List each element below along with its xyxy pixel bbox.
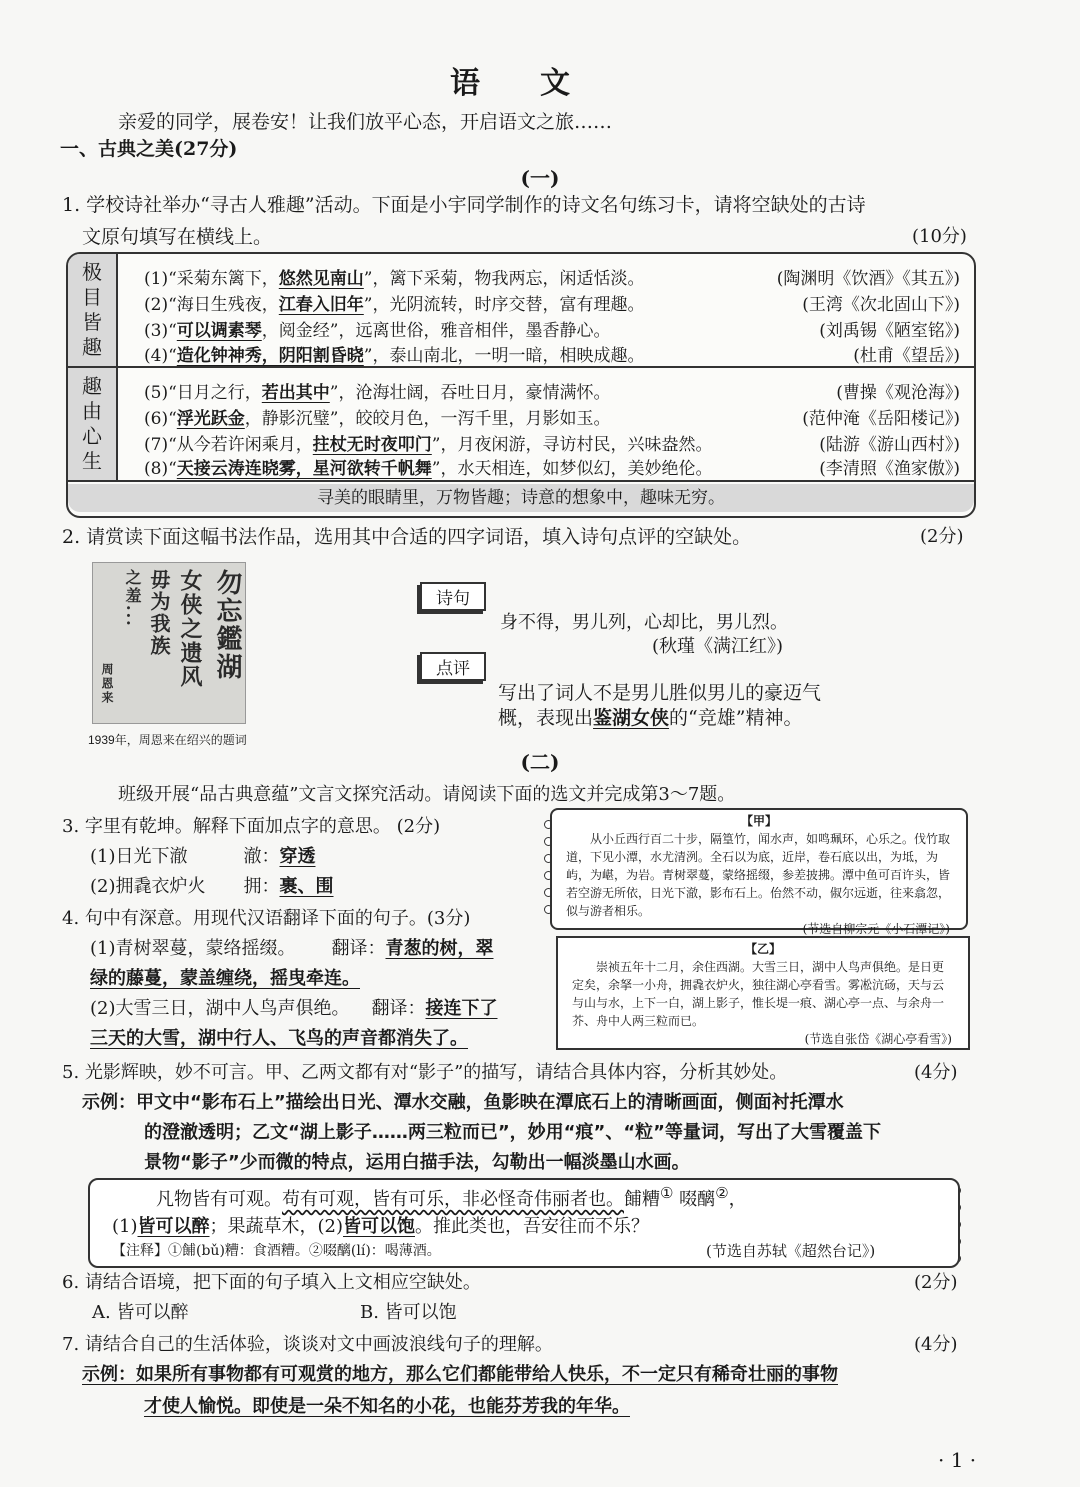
q4-item2-cont (90, 1024, 468, 1050)
q5-text: 5. 光影辉映，妙不可言。甲、乙两文都有对“影子”的描写，请结合具体内容，分析其妙处。 (62, 1062, 788, 1083)
part-two-heading: (二) (520, 750, 560, 774)
calligraphy-col-4: 之羞... (123, 569, 142, 628)
comment-line2: 概，表现出鉴湖女侠的“竞雄”精神。 (498, 707, 803, 729)
card-row-4-source: (杜甫《望岳》) (853, 346, 960, 366)
tag-poem: 诗句 (420, 582, 486, 611)
part-one-heading: (一) (520, 166, 560, 190)
q5-answer-line2: 的澄澈透明；乙文“湖上影子……两三粒而已”，妙用“痕”、“粒”等量词，写出了大雪覆盖下 (144, 1122, 881, 1143)
passage-yi-heading: 【乙】 (744, 942, 781, 956)
answer: 造化钟神秀，阴阳割昏晓 (176, 346, 364, 366)
q1-line2: 文原句填写在横线上。 (82, 226, 273, 248)
answer: 穿透 (279, 846, 316, 867)
intro-text: 亲爱的同学，展卷安！让我们放平心态，开启语文之旅…… (118, 111, 613, 133)
card-row-3-source: (刘禹锡《陋室铭》) (819, 321, 960, 341)
q4-item2: (2)大雪三日，湖中人鸟声俱绝。 翻译：接连下了 (90, 998, 498, 1019)
q6-points: (2分) (914, 1272, 958, 1293)
q2-text: 2. 请赏读下面这幅书法作品，选用其中合适的四字词语，填入诗句点评的空缺处。 (62, 526, 752, 548)
answer: 接连下了 (425, 998, 498, 1019)
card-row-6-source: (范仲淹《岳阳楼记》) (802, 409, 960, 429)
q1-line1: 1. 学校诗社举办“寻古人雅趣”活动。下面是小宇同学制作的诗文名句练习卡，请将空缺处的古诗 (62, 194, 866, 216)
card-row-6: (6)“浮光跃金，静影沉璧”，皎皎月色，一泻千里，月影如玉。 (144, 409, 611, 429)
answer: 拄杖无时夜叩门 (312, 435, 432, 455)
card-divider-horizontal (68, 366, 974, 368)
answer: 裹、围 (279, 876, 334, 897)
poem-text: 身不得，男儿列，心却比，男儿烈。 (500, 612, 788, 633)
q3-item1: (1)日光下澈 澈：穿透 (90, 846, 316, 867)
card-footer-line (68, 480, 974, 482)
practice-card (66, 252, 976, 518)
answer: 皆可以醉 (137, 1216, 210, 1237)
card-row-7-source: (陆游《游山西村》) (819, 435, 960, 455)
comment-line1: 写出了词人不是男儿胜似男儿的豪迈气 (498, 682, 822, 704)
passage-su (88, 1178, 960, 1268)
calligraphy-image (92, 562, 246, 724)
answer: 三天的大雪，湖中行人、飞鸟的声音都消失了。 (90, 1028, 468, 1049)
q7-points: (4分) (914, 1334, 958, 1355)
answer: 江春入旧年 (278, 295, 364, 315)
passage-jia-body: 从小丘西行百二十步，隔篁竹，闻水声，如鸣珮环，心乐之。伐竹取道，下见小潭，水尤清洌。全石以为底，近岸，卷石底以出，为坻，为屿，为嵁，为岩。青树翠蔓，蒙络摇缀，参差披拂。潭中鱼可百许头，皆若空游无所依，日光下澈，影布石上。佁然不动，俶尔远逝，往来翕忽，似与游者相乐。 (566, 832, 951, 918)
page-number: · 1 · (938, 1448, 977, 1472)
calligraphy-col-3: 毋为我族 (147, 569, 171, 657)
passage-jia-source: (节选自柳宗元《小石潭记》) (802, 922, 950, 936)
q7-answer-line1: 示例：如果所有事物都有可观赏的地方，那么它们都能带给人快乐，不一定只有稀奇壮丽的事物 (82, 1364, 838, 1385)
group-label-1: 极目皆趣 (68, 254, 116, 366)
q6-text: 6. 请结合语境，把下面的句子填入上文相应空缺处。 (62, 1272, 481, 1293)
q2-points: (2分) (920, 526, 964, 547)
passage-su-line2: (1)皆可以醉；果蔬草木，(2)皆可以饱。推此类也，吾安往而不乐？ (112, 1216, 649, 1237)
calligraphy-col-1: 勿忘鑑湖 (212, 569, 242, 681)
calligraphy-signature: 周恩来 (100, 663, 114, 705)
q1-points: (10分) (912, 226, 967, 247)
card-row-7: (7)“从今若许闲乘月，拄杖无时夜叩门”，月夜闲游，寻访村民，兴味盎然。 (144, 435, 713, 455)
answer: 浮光跃金 (176, 409, 245, 429)
passage-jia-heading: 【甲】 (740, 814, 777, 828)
q4-item1-cont (90, 964, 360, 990)
q6-option-a: A. 皆可以醉 (92, 1302, 189, 1323)
q5-answer-line3: 景物“影子”少而微的特点，运用白描手法，勾勒出一幅淡墨山水画。 (144, 1152, 690, 1173)
passage-yi-body: 崇祯五年十二月，余住西湖。大雪三日，湖中人鸟声俱绝。是日更定矣，余拏一小舟，拥毳衣炉火，独往湖心亭看雪。雾凇沆砀，天与云与山与水，上下一白，湖上影子，惟长堤一痕、湖心亭一点、与余舟一芥、舟中人两三粒而已。 (572, 960, 945, 1028)
q5-answer-line1: 示例：甲文中“影布石上”描绘出日光、潭水交融，鱼影映在潭底石上的清晰画面，侧面衬托潭水 (82, 1092, 844, 1113)
passage-yi (556, 936, 970, 1050)
calligraphy-caption: 1939年，周恩来在绍兴的题词 (88, 733, 247, 747)
group-label-2: 趣由心生 (68, 368, 116, 480)
page-title: 语文 (450, 66, 630, 101)
part-two-intro: 班级开展“品古典意蕴”文言文探究活动。请阅读下面的选文并完成第3～7题。 (118, 784, 736, 805)
passage-su-source: (节选自苏轼《超然台记》) (706, 1242, 876, 1260)
answer: 悠然见南山 (278, 269, 364, 289)
passage-jia (550, 808, 968, 936)
q7-text: 7. 请结合自己的生活体验，谈谈对文中画波浪线句子的理解。 (62, 1334, 553, 1355)
answer: 可以调素琴 (176, 321, 262, 341)
q3-text: 3. 字里有乾坤。解释下面加点字的意思。 (2分) (62, 816, 441, 837)
q5-points: (4分) (914, 1062, 958, 1083)
passage-yi-source: (节选自张岱《湖心亭看雪》) (804, 1032, 952, 1046)
card-row-1: (1)“采菊东篱下，悠然见南山”，篱下采菊，物我两忘，闲适恬淡。 (144, 269, 645, 289)
q3-item2: (2)拥毳衣炉火 拥：裹、围 (90, 876, 334, 897)
card-row-1-source: (陶渊明《饮酒》《其五》) (776, 269, 960, 289)
q4-text: 4. 句中有深意。用现代汉语翻译下面的句子。(3分) (62, 908, 471, 929)
card-row-8-source: (李清照《渔家傲》) (819, 459, 960, 479)
card-row-3: (3)“可以调素琴，阅金经”，远离世俗，雅音相伴，墨香静心。 (144, 321, 611, 341)
q4-item1: (1)青树翠蔓，蒙络摇缀。 翻译：青葱的树，翠 (90, 938, 494, 959)
card-row-2-source: (王湾《次北固山下》) (802, 295, 960, 315)
card-footer: 寻美的眼睛里，万物皆趣；诗意的想象中，趣味无穷。 (68, 484, 974, 512)
card-row-4: (4)“造化钟神秀，阴阳割昏晓”，泰山南北，一明一暗，相映成趣。 (144, 346, 645, 366)
card-row-5-source: (曹操《观沧海》) (836, 383, 960, 403)
answer: 皆可以饱 (343, 1216, 415, 1237)
passage-su-note: 【注释】①餔(bǔ)糟：食酒糟。②啜醨(lí)：喝薄酒。 (112, 1243, 441, 1259)
q6-option-b: B. 皆可以饱 (360, 1302, 457, 1323)
answer: 绿的藤蔓，蒙盖缠绕，摇曳牵连。 (90, 968, 360, 989)
card-row-8: (8)“天接云涛连晓雾，星河欲转千帆舞”，水天相连，如梦似幻，美妙绝伦。 (144, 459, 713, 479)
section-title: 一、古典之美(27分) (60, 138, 238, 160)
poem-source: (秋瑾《满江红》) (652, 636, 784, 657)
answer: 青葱的树，翠 (385, 938, 494, 959)
answer: 鉴湖女侠 (593, 707, 670, 729)
passage-su-line1: 凡物皆有可观。苟有可观，皆有可乐，非必怪奇伟丽者也。餔糟① 啜醨②， (156, 1184, 747, 1210)
q7-answer-line2: 才使人愉悦。即使是一朵不知名的小花，也能芬芳我的年华。 (144, 1396, 630, 1417)
tag-comment: 点评 (420, 652, 486, 681)
answer: 天接云涛连晓雾，星河欲转千帆舞 (176, 459, 432, 479)
card-row-5: (5)“日月之行，若出其中”，沧海壮阔，吞吐日月，豪情满怀。 (144, 383, 611, 403)
answer: 若出其中 (261, 383, 330, 403)
card-row-2: (2)“海日生残夜，江春入旧年”，光阴流转，时序交替，富有理趣。 (144, 295, 645, 315)
calligraphy-col-2: 女侠之遗风 (177, 569, 203, 689)
wavy-sentence: 苟有可观，皆有可乐，非必怪奇伟丽者也。 (282, 1189, 624, 1210)
